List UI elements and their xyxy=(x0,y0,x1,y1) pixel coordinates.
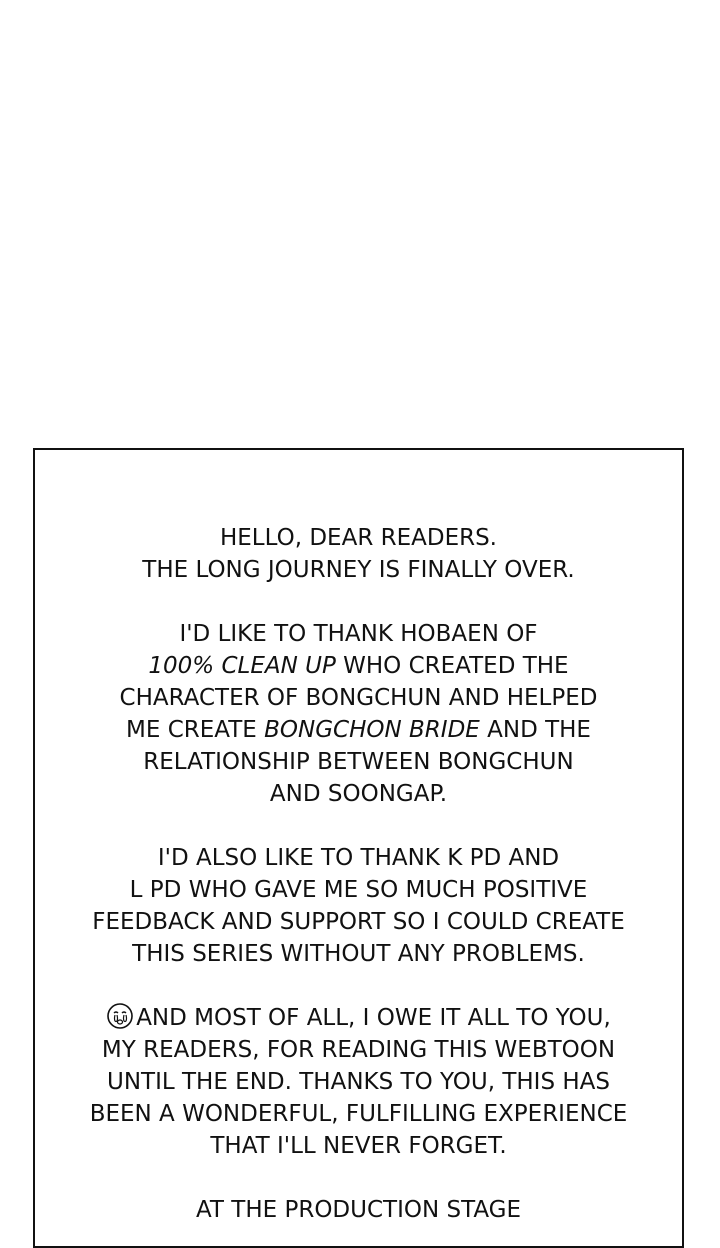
readers-line-2: MY READERS, FOR READING THIS WEBTOON xyxy=(101,1037,616,1063)
pd-line-3: FEEDBACK AND SUPPORT SO I COULD CREATE xyxy=(92,909,625,935)
thanks-line-1: I'D LIKE TO THANK HOBAEN OF xyxy=(179,621,538,647)
author-note-box xyxy=(33,448,684,1248)
title-clean-up: 100% CLEAN UP xyxy=(148,653,336,679)
title-bongchon-bride: BONGCHON BRIDE xyxy=(264,717,480,743)
thanks-pd-paragraph xyxy=(35,842,682,970)
thanks-line-3: CHARACTER OF BONGCHUN AND HELPED xyxy=(119,685,598,711)
thanks-line-2-rest: WHO CREATED THE xyxy=(335,653,569,679)
thanks-readers-paragraph xyxy=(35,1002,682,1162)
pd-line-1: I'D ALSO LIKE TO THANK K PD AND xyxy=(157,845,560,871)
thanks-line-4 xyxy=(35,714,682,746)
production-paragraph xyxy=(35,1194,682,1223)
thanks-line-4-pre: ME CREATE xyxy=(126,717,265,743)
author-note-text xyxy=(35,522,682,1246)
thanks-line-5: RELATIONSHIP BETWEEN BONGCHUN xyxy=(143,749,574,775)
thanks-line-4-post: AND THE xyxy=(479,717,591,743)
thanks-hobaen-paragraph xyxy=(35,618,682,810)
readers-line-1-text: AND MOST OF ALL, I OWE IT ALL TO YOU, xyxy=(136,1005,611,1031)
thanks-line-2 xyxy=(35,650,682,682)
production-line-1: AT THE PRODUCTION STAGE xyxy=(195,1197,522,1223)
journey-line: THE LONG JOURNEY IS FINALLY OVER. xyxy=(142,557,575,583)
readers-line-3: UNTIL THE END. THANKS TO YOU, THIS HAS xyxy=(106,1069,610,1095)
greeting-line: HELLO, DEAR READERS. xyxy=(219,525,497,551)
greeting-paragraph xyxy=(35,522,682,586)
pd-line-4: THIS SERIES WITHOUT ANY PROBLEMS. xyxy=(132,941,585,967)
readers-line-5: THAT I'LL NEVER FORGET. xyxy=(210,1133,507,1159)
readers-line-1 xyxy=(35,1002,682,1034)
readers-line-4: BEEN A WONDERFUL, FULFILLING EXPERIENCE xyxy=(89,1101,628,1127)
thanks-line-6: AND SOONGAP. xyxy=(269,781,448,807)
pd-line-2: L PD WHO GAVE ME SO MUCH POSITIVE xyxy=(129,877,588,903)
crying-face-icon xyxy=(106,1002,134,1030)
